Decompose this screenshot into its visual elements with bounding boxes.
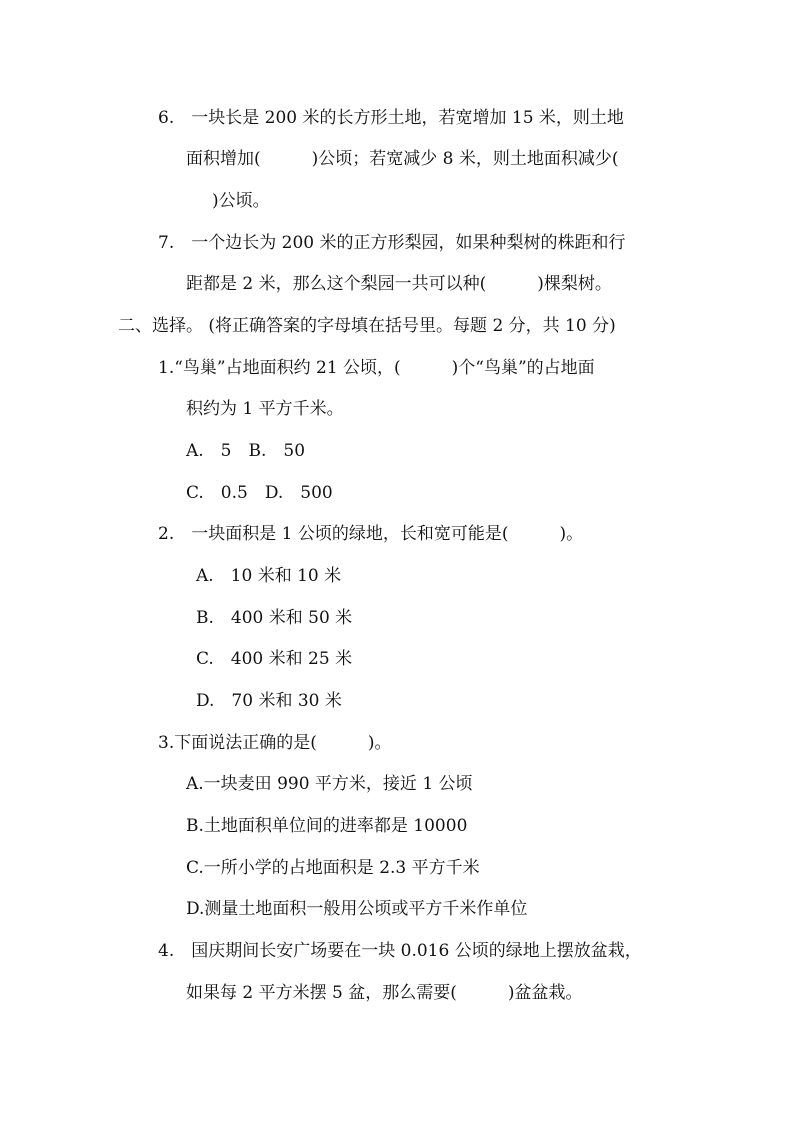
choice-1-line-1: 1.“鸟巢”占地面积约 21 公顷，( )个“鸟巢”的占地面: [158, 358, 595, 378]
choice-3-option-c: C.一所小学的占地面积是 2.3 平方千米: [186, 858, 480, 878]
choice-1-line-2: 积约为 1 平方千米。: [186, 399, 344, 419]
choice-4-line-2: 如果每 2 平方米摆 5 盆，那么需要( )盆盆栽。: [186, 983, 583, 1003]
choice-3-option-d: D.测量土地面积一般用公顷或平方千米作单位: [186, 899, 528, 919]
section-2-heading: 二、选择。 (将正确答案的字母填在括号里。每题 2 分，共 10 分): [118, 316, 616, 336]
choice-2-option-c: C. 400 米和 25 米: [196, 649, 353, 669]
choice-1-options-cd: C. 0.5 D. 500: [186, 483, 333, 503]
question-6-line-3: )公顷。: [212, 191, 270, 211]
choice-3-line-1: 3.下面说法正确的是( )。: [158, 733, 392, 753]
choice-3-option-b: B.土地面积单位间的进率都是 10000: [186, 816, 468, 836]
question-6-line-1: 6. 一块长是 200 米的长方形土地，若宽增加 15 米，则土地: [158, 108, 624, 128]
choice-2-option-a: A. 10 米和 10 米: [196, 566, 342, 586]
choice-4-line-1: 4. 国庆期间长安广场要在一块 0.016 公顷的绿地上摆放盆栽，: [158, 941, 642, 961]
question-7-line-2: 距都是 2 米，那么这个梨园一共可以种( )棵梨树。: [186, 274, 612, 294]
question-6-line-2: 面积增加( )公顷；若宽减少 8 米，则土地面积减少(: [186, 149, 619, 169]
choice-3-option-a: A.一块麦田 990 平方米，接近 1 公顷: [186, 774, 473, 794]
choice-2-option-d: D. 70 米和 30 米: [196, 691, 342, 711]
choice-2-line-1: 2. 一块面积是 1 公顷的绿地，长和宽可能是( )。: [158, 524, 584, 544]
question-7-line-1: 7. 一个边长为 200 米的正方形梨园，如果种梨树的株距和行: [158, 233, 626, 253]
choice-1-options-ab: A. 5 B. 50: [186, 441, 306, 461]
choice-2-option-b: B. 400 米和 50 米: [196, 608, 353, 628]
